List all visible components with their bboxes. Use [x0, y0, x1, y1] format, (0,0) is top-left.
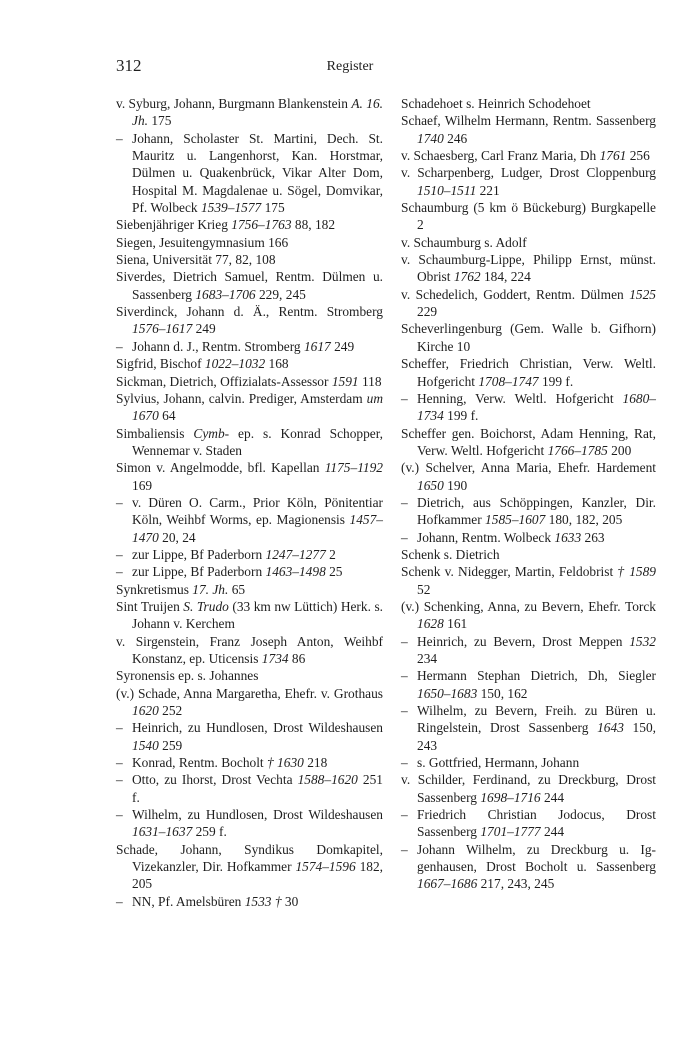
- entry-text: 168: [265, 356, 289, 372]
- index-entry: [401, 771, 656, 806]
- continuation-dash: –: [116, 338, 123, 354]
- entry-text: v. Schaumburg s. Adolf: [401, 234, 527, 250]
- index-entry: [401, 147, 656, 164]
- entry-date-text: 1532: [629, 633, 656, 649]
- entry-text: Syronensis ep. s. Johannes: [116, 668, 259, 684]
- entry-text: Sint Truijen: [116, 598, 184, 614]
- index-entry: [116, 598, 383, 633]
- entry-date-text: 1175–1192: [324, 460, 383, 476]
- entry-date-text: 1633: [554, 529, 582, 545]
- entry-date-text: † 1589: [617, 564, 656, 580]
- index-entry: [401, 425, 656, 460]
- entry-text: Wilhelm, zu Bevern, Freih. zu Büren u. Ringelstein, Drost Sassenberg: [417, 703, 656, 736]
- index-entry: [401, 390, 656, 425]
- entry-text: 180, 182, 205: [545, 512, 623, 528]
- entry-text: 217, 243, 245: [477, 876, 555, 892]
- entry-text: 175: [148, 113, 172, 129]
- entry-text: ep. s. Konrad Schopper, Wennemar v. Staden: [132, 425, 384, 458]
- entry-date-text: 1585–1607: [485, 512, 546, 528]
- entry-date-text: 17. Jh.: [192, 581, 229, 597]
- continuation-dash: –: [401, 633, 408, 649]
- entry-text: Simbaliensis: [116, 425, 194, 441]
- entry-text: 259: [158, 737, 183, 753]
- entry-text: v. Schaesberg, Carl Franz Maria, Dh: [401, 148, 600, 164]
- entry-text: Simon v. Angelmodde, bfl. Kapellan: [116, 460, 325, 476]
- entry-text: Siverdes, Dietrich Samuel, Rentm. Dülmen u. Sassenberg: [116, 269, 383, 302]
- continuation-dash: –: [401, 494, 408, 510]
- entry-text: v. Schaumburg-Lippe, Philipp Ernst, münst. Obrist: [401, 252, 656, 285]
- index-entry: [401, 251, 656, 286]
- index-entry: [116, 546, 383, 563]
- entry-text: 182, 205: [132, 859, 383, 892]
- index-entry: [116, 771, 383, 806]
- entry-text: v. Sirgenstein, Franz Joseph Anton, Weihbf Konstanz, ep. Uticensis: [116, 633, 383, 666]
- entry-date-text: 1457–1470: [132, 512, 383, 545]
- entry-text: Konrad, Rentm. Bocholt: [132, 755, 268, 771]
- entry-date-text: 1708–1747: [478, 373, 539, 389]
- index-entry: [401, 529, 656, 546]
- index-entry: [401, 95, 656, 112]
- continuation-dash: –: [116, 720, 123, 736]
- index-entry: [116, 685, 383, 720]
- entry-text: 30: [281, 893, 299, 909]
- entry-text: Siebenjähriger Krieg: [116, 217, 232, 233]
- entry-text: 229: [417, 304, 438, 320]
- entry-date-text: 1022–1032: [204, 356, 266, 372]
- index-entry: [401, 563, 656, 598]
- entry-date-text: 1533 †: [244, 893, 282, 909]
- entry-text: Siverdinck, Johann d. Ä., Rentm. Stromberg: [116, 304, 383, 320]
- entry-text: Schaumburg (5 km ö Bückeburg) Burgkapelle 2: [401, 200, 656, 233]
- continuation-dash: –: [116, 494, 123, 510]
- index-entry: [116, 338, 383, 355]
- index-entry: [116, 667, 383, 684]
- entry-date-text: 1540: [132, 737, 159, 753]
- entry-text: v. Scharpenberg, Ludger, Drost Cloppenburg: [401, 165, 656, 181]
- entry-text: 150, 162: [477, 685, 528, 701]
- index-entry: [401, 494, 656, 529]
- continuation-dash: –: [401, 668, 408, 684]
- entry-text: Schade, Johann, Syndikus Domkapitel, Vizekanzler, Dir. Hofkammer: [116, 841, 383, 875]
- index-entry: [116, 893, 383, 910]
- entry-date-text: 1617: [303, 338, 331, 354]
- index-entry: [401, 841, 656, 893]
- index-entry: [116, 268, 383, 303]
- entry-text: Scheverlingenburg (Gem. Walle b. Gifhorn) Kirche 10: [401, 321, 656, 354]
- index-entry: [401, 667, 656, 702]
- page-number: 312: [116, 56, 142, 75]
- entry-text: (v.) Schade, Anna Margaretha, Ehefr. v. Grothaus: [116, 685, 383, 701]
- entry-text: Synkretismus: [116, 581, 193, 597]
- entry-text: 234: [417, 651, 438, 666]
- continuation-dash: –: [116, 772, 123, 788]
- page-header: [0, 56, 700, 80]
- index-entry: [116, 355, 383, 372]
- entry-text: Sickman, Dietrich, Offizialats-Assessor: [116, 373, 332, 389]
- entry-text: Schaef, Wilhelm Hermann, Rentm. Sassenberg: [401, 113, 656, 129]
- entry-text: 184, 224: [480, 269, 531, 285]
- index-entry: [116, 234, 383, 251]
- index-entry: [116, 581, 383, 598]
- entry-text: v. Düren O. Carm., Prior Köln, Pönitentiar Köln, Weihbf Worms, ep. Magionensis: [132, 494, 383, 528]
- index-entry: [116, 719, 383, 754]
- entry-date-text: 1683–1706: [195, 286, 256, 302]
- entry-text: Siegen, Jesuitengymnasium 166: [116, 234, 289, 250]
- index-entry: [116, 841, 383, 893]
- entry-text: 175: [261, 200, 285, 216]
- index-entry: [401, 112, 656, 147]
- entry-text: Schenk v. Nidegger, Martin, Feldobrist: [401, 564, 618, 580]
- entry-text: 118: [358, 373, 382, 389]
- entry-text: v. Syburg, Johann, Burgmann Blankenstein: [116, 96, 352, 111]
- index-entry: [116, 216, 383, 233]
- index-entry: [401, 286, 656, 321]
- index-entry: [116, 806, 383, 841]
- index-entry: [116, 373, 383, 390]
- entry-date-text: 1667–1686: [417, 876, 478, 892]
- entry-date-text: 1766–1785: [547, 442, 608, 458]
- entry-text: 244: [540, 824, 565, 840]
- index-entry: [116, 494, 383, 546]
- continuation-dash: –: [116, 755, 123, 771]
- entry-text: Schadehoet s. Heinrich Schodehoet: [401, 96, 591, 111]
- entry-text: s. Gottfried, Hermann, Johann: [417, 755, 580, 771]
- entry-text: 199 f.: [443, 408, 479, 424]
- entry-text: v. Schedelich, Goddert, Rentm. Dülmen: [401, 286, 630, 302]
- entry-date-text: † 1630: [267, 755, 304, 771]
- entry-date-text: 1591: [331, 373, 359, 389]
- entry-text: v. Schilder, Ferdinand, zu Dreckburg, Drost Sassenberg: [401, 772, 656, 805]
- index-entry: [401, 633, 656, 668]
- entry-text: Dietrich, aus Schöppingen, Kanzler, Dir. Hofkammer: [417, 494, 656, 528]
- entry-date-text: 1620: [132, 703, 159, 719]
- entry-date-text: 1463–1498: [265, 564, 326, 580]
- index-entry: [116, 633, 383, 668]
- entry-text: Hermann Stephan Dietrich, Dh, Siegler: [417, 668, 656, 684]
- entry-text: 52: [417, 581, 431, 597]
- entry-text: 150, 243: [417, 720, 656, 753]
- entry-date-text: 1525: [629, 286, 656, 302]
- entry-date-text: 1698–1716: [480, 789, 541, 805]
- entry-text: Scheffer, Friedrich Christian, Verw. Weltl. Hofgericht: [401, 356, 656, 389]
- entry-text: 249: [330, 338, 355, 354]
- entry-date-text: 1628: [417, 616, 444, 632]
- entry-text: 251 f.: [132, 772, 383, 805]
- continuation-dash: –: [116, 564, 123, 580]
- continuation-dash: –: [401, 703, 408, 719]
- entry-text: 221: [476, 182, 500, 198]
- continuation-dash: –: [401, 529, 408, 545]
- entry-date-text: 1510–1511: [417, 182, 477, 198]
- entry-text: Siena, Universität 77, 82, 108: [116, 252, 276, 268]
- entry-text: 246: [443, 130, 468, 146]
- continuation-dash: –: [401, 807, 408, 823]
- entry-text: Scheffer gen. Boichorst, Adam Henning, Rat, Verw. Weltl. Hofgericht: [401, 425, 656, 458]
- entry-text: 88, 182: [291, 217, 336, 233]
- index-entry: [401, 355, 656, 390]
- entry-date-text: A. 16. Jh.: [132, 96, 383, 129]
- entry-text: (v.) Schelver, Anna Maria, Ehefr. Hardement: [401, 460, 656, 476]
- index-entry: [116, 425, 383, 460]
- entry-text: 256: [626, 148, 650, 164]
- entry-text: Henning, Verw. Weltl. Hofgericht: [417, 390, 623, 406]
- entry-date-text: 1762: [453, 269, 481, 285]
- entry-text: Schenk s. Dietrich: [401, 546, 500, 562]
- index-entry: [116, 130, 383, 217]
- entry-text: 200: [607, 442, 632, 458]
- index-entry: [401, 459, 656, 494]
- index-entry: [401, 754, 656, 771]
- entry-text: Otto, zu Ihorst, Drost Vechta: [132, 772, 298, 788]
- continuation-dash: –: [116, 893, 123, 909]
- entry-date-text: 1588–1620: [297, 772, 358, 788]
- index-entry: [116, 563, 383, 580]
- entry-text: NN, Pf. Amelsbüren: [132, 893, 245, 909]
- entry-text: 263: [581, 529, 605, 545]
- entry-text: zur Lippe, Bf Paderborn: [132, 564, 266, 580]
- entry-text: Wilhelm, zu Hundlosen, Drost Wildeshausen: [132, 807, 383, 823]
- entry-text: 218: [303, 755, 328, 771]
- entry-text: 229, 245: [255, 286, 306, 302]
- entry-date-text: 1680–1734: [417, 390, 656, 424]
- index-entry: [401, 164, 656, 199]
- entry-text: Sigfrid, Bischof: [116, 356, 205, 372]
- index-entry: [401, 598, 656, 633]
- continuation-dash: –: [116, 546, 123, 562]
- index-entry: [116, 95, 383, 130]
- entry-text: 169: [132, 477, 153, 493]
- entry-date-text: 1539–1577: [200, 200, 262, 216]
- index-column-right: [401, 95, 656, 893]
- entry-date-text: Cymb-: [193, 425, 230, 441]
- entry-date-text: 1701–1777: [480, 824, 541, 840]
- entry-date-text: 1574–1596: [295, 859, 356, 875]
- entry-date-text: 1756–1763: [231, 217, 292, 233]
- entry-date-text: 1761: [599, 148, 627, 164]
- entry-text: Sylvius, Johann, calvin. Prediger, Amsterdam: [116, 390, 367, 406]
- entry-text: (33 km nw Lüttich) Herk. s. Johann v. Kerchem: [132, 598, 383, 632]
- index-entry: [116, 303, 383, 338]
- running-head: Register: [326, 59, 374, 74]
- entry-text: (v.) Schenking, Anna, zu Bevern, Ehefr. Torck: [401, 598, 656, 614]
- entry-date-text: 1643: [597, 720, 624, 736]
- index-column-left: [116, 95, 383, 910]
- index-entry: [116, 251, 383, 268]
- continuation-dash: –: [401, 755, 408, 771]
- entry-text: Heinrich, zu Hundlosen, Drost Wildeshausen: [132, 720, 383, 736]
- entry-text: 249: [192, 321, 216, 337]
- entry-text: 86: [288, 651, 306, 666]
- index-entry: [401, 806, 656, 841]
- entry-text: 2: [325, 546, 336, 562]
- index-entry: [401, 234, 656, 251]
- entry-date-text: 1631–1637: [132, 824, 193, 840]
- entry-text: 20, 24: [158, 529, 196, 545]
- index-entry: [401, 546, 656, 563]
- entry-text: zur Lippe, Bf Paderborn: [132, 546, 266, 562]
- continuation-dash: –: [116, 130, 123, 146]
- entry-date-text: 1576–1617: [132, 321, 193, 337]
- entry-text: Johann Wilhelm, zu Dreckburg u. Iggenhausen, Drost Bocholt u. Sassenberg: [417, 841, 656, 875]
- entry-text: 190: [443, 477, 468, 493]
- index-entry: [401, 320, 656, 355]
- entry-date-text: S. Trudo: [183, 598, 229, 614]
- entry-text: 199 f.: [538, 373, 574, 389]
- continuation-dash: –: [401, 390, 408, 406]
- entry-text: Johann, Rentm. Wolbeck: [417, 529, 555, 545]
- entry-text: 25: [325, 564, 343, 580]
- entry-text: 64: [158, 408, 176, 424]
- entry-text: 252: [158, 703, 183, 719]
- entry-date-text: 1247–1277: [265, 546, 326, 562]
- entry-text: 244: [540, 789, 565, 805]
- entry-text: Friedrich Christian Jodocus, Drost Sassenberg: [417, 807, 656, 840]
- index-entry: [116, 459, 383, 494]
- entry-text: 259 f.: [192, 824, 227, 840]
- entry-date-text: 1740: [417, 130, 444, 146]
- index-entry: [116, 390, 383, 425]
- index-entry: [401, 199, 656, 234]
- entry-text: Johann d. J., Rentm. Stromberg: [132, 338, 304, 354]
- index-entry: [116, 754, 383, 771]
- entry-text: 161: [443, 616, 468, 632]
- entry-date-text: 1734: [261, 651, 289, 666]
- entry-date-text: 1650: [417, 477, 444, 493]
- entry-text: 65: [228, 581, 246, 597]
- entry-date-text: 1650–1683: [417, 685, 478, 701]
- index-entry: [401, 702, 656, 754]
- entry-text: Heinrich, zu Bevern, Drost Meppen: [417, 633, 630, 649]
- continuation-dash: –: [116, 807, 123, 823]
- continuation-dash: –: [401, 841, 408, 857]
- entry-text: Johann, Scholaster St. Martini, Dech. St. Mauritz u. Langenhorst, Kan. Horstmar, Dülmen u. Quakenbrück, Vikar Alter Dom, Hospital M. Magdalenae u. Sögel, Domvikar, Pf. Wolbeck: [132, 130, 383, 216]
- entry-date-text: um 1670: [132, 390, 383, 424]
